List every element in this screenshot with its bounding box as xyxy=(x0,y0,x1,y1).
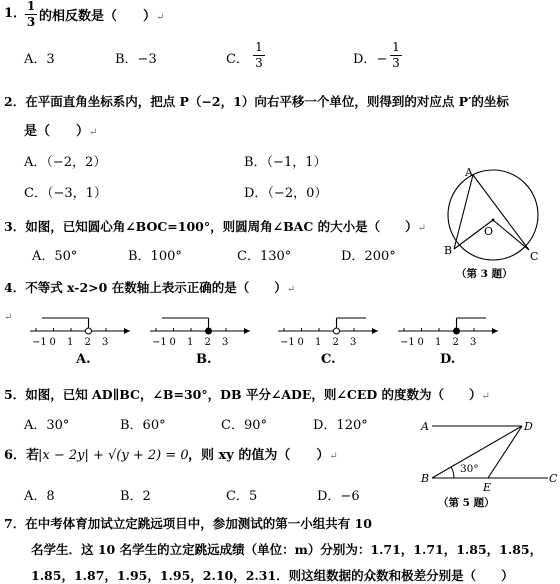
q1-option-b[interactable]: B．−3 xyxy=(115,52,157,67)
q2-option-a[interactable]: A．（−2，2） xyxy=(24,155,107,170)
q7-line2: 名学生．这 10 名学生的立定跳远成绩（单位：m）分别为：1.71，1.71，1.85，1.85， xyxy=(31,542,543,557)
q1-option-c-fraction: 1 3 xyxy=(253,41,265,70)
q6-expression: |x − 2y| + √(y + 2) = 0 xyxy=(38,448,189,463)
q4-option-c[interactable]: C. xyxy=(321,352,336,367)
q1-option-a[interactable]: A．3 xyxy=(24,52,55,67)
q4-tick-label-d: −1 xyxy=(400,337,415,348)
q4-tick-label-b: 3 xyxy=(222,337,229,348)
q4-tick-label-a: 1 xyxy=(67,337,74,348)
q5-parallel-figure xyxy=(420,416,560,512)
q5-option-a[interactable]: A．30° xyxy=(24,418,70,433)
q1-option-c[interactable]: C． xyxy=(226,52,249,67)
q4-point-a xyxy=(86,328,92,334)
q4-tick-label-b: 2 xyxy=(204,337,211,348)
q3-point-a: A xyxy=(465,166,473,179)
q3-option-b[interactable]: B．100° xyxy=(128,249,182,264)
q1-fraction xyxy=(25,0,37,29)
q3-point-b: B xyxy=(444,244,453,257)
q3-figure-label: （第 3 题） xyxy=(456,268,513,280)
q1-option-d-fraction: 1 3 xyxy=(390,41,402,70)
q3-option-d[interactable]: D．200° xyxy=(341,249,396,264)
q6-option-a[interactable]: A．8 xyxy=(24,489,55,504)
q4-tick-label-d: 2 xyxy=(452,337,459,348)
q4-option-a[interactable]: A. xyxy=(76,352,91,367)
q7-line1: 7．在中考体育加试立定跳远项目中，参加测试的第一小组共有 10 xyxy=(4,516,372,531)
q4-tick-label-d: 1 xyxy=(435,337,442,348)
q4-tick-label-c: 1 xyxy=(315,337,322,348)
q6-stem-post: ，则 xy 的值为（ ）↵ xyxy=(188,448,338,463)
q5-point-d: D xyxy=(524,420,533,433)
q4-tick-label-a: 0 xyxy=(49,337,56,348)
q5-point-e: E xyxy=(483,481,492,494)
q4-tick-label-c: −1 xyxy=(280,337,295,348)
q4-stem: 4．不等式 x-2>0 在数轴上表示正确的是（ ）↵ xyxy=(4,280,296,295)
q4-tick-label-a: 2 xyxy=(84,337,91,348)
q7-line3: 1.85，1.87，1.95，1.95，2.10，2.31．则这组数据的众数和极差分别是（ ） xyxy=(31,568,514,583)
q6-stem-pre: 6．若 xyxy=(4,448,40,463)
q4-point-d xyxy=(454,328,460,334)
q5-point-b: B xyxy=(421,472,430,485)
q1-option-d[interactable]: D．− xyxy=(353,52,388,67)
q6-option-c[interactable]: C．5 xyxy=(226,489,258,504)
q2-option-c[interactable]: C．（−3，1） xyxy=(24,186,107,201)
q5-angle-label: 30° xyxy=(460,463,479,475)
q6-option-b[interactable]: B．2 xyxy=(120,489,151,504)
q4-tick-label-c: 0 xyxy=(297,337,304,348)
q3-option-c[interactable]: C．130° xyxy=(237,249,292,264)
q4-option-b[interactable]: B. xyxy=(196,352,212,367)
q4-tick-label-a: 3 xyxy=(102,337,109,348)
q4-arrow-a xyxy=(124,328,130,334)
q2-option-b[interactable]: B．（−1，1） xyxy=(244,155,327,170)
q1-frac-num: 1 xyxy=(26,0,36,13)
q4-tick-label-b: −1 xyxy=(152,337,167,348)
q5-option-c[interactable]: C．90° xyxy=(221,418,267,433)
q2-line2: 是（ ）↵ xyxy=(24,124,98,139)
q5-point-a: A xyxy=(421,420,429,433)
q5-option-b[interactable]: B．60° xyxy=(120,418,166,433)
q6-option-d[interactable]: D．−6 xyxy=(317,489,360,504)
q4-return-mark: ↵ xyxy=(4,312,13,323)
q1-frac-den: 3 xyxy=(26,15,36,29)
q4-tick-label-b: 0 xyxy=(169,337,176,348)
q4-tick-label-c: 2 xyxy=(332,337,339,348)
q5-figure-label: （第 5 题） xyxy=(438,497,495,509)
q2-line1: 2．在平面直角坐标系内，把点 P（−2，1）向右平移一个单位，则得到的对应点 P′的坐标 xyxy=(4,94,509,109)
q5-stem: 5．如图，已知 AD∥BC，∠B=30°，DB 平分∠ADE，则∠CED 的度数为（ ）↵ xyxy=(4,387,490,402)
q4-arrow-c xyxy=(372,328,378,334)
q5-option-d[interactable]: D．120° xyxy=(313,418,368,433)
q3-point-c: C xyxy=(530,250,539,263)
q3-circle-figure xyxy=(436,162,560,282)
q5-point-c: C xyxy=(549,472,558,485)
q1-stem: 的相反数是（ ）↵ xyxy=(39,9,165,24)
q4-tick-label-b: 1 xyxy=(187,337,194,348)
q4-tick-label-c: 3 xyxy=(350,337,357,348)
q4-point-b xyxy=(206,328,212,334)
q3-stem: 3．如图，已知圆心角∠BOC=100°，则圆周角∠BAC 的大小是（ ）↵ xyxy=(4,219,427,234)
q4-point-c xyxy=(334,328,340,334)
q3-option-a[interactable]: A．50° xyxy=(32,249,78,264)
q4-tick-label-a: −1 xyxy=(32,337,47,348)
q4-option-d[interactable]: D. xyxy=(440,352,456,367)
q4-arrow-b xyxy=(244,328,250,334)
q3-point-o: O xyxy=(484,225,494,238)
q4-arrow-d xyxy=(492,328,498,334)
q1-number: 1． xyxy=(4,6,27,21)
q4-tick-label-d: 0 xyxy=(417,337,424,348)
q2-option-d[interactable]: D．（−2，0） xyxy=(244,186,328,201)
q4-tick-label-d: 3 xyxy=(470,337,477,348)
